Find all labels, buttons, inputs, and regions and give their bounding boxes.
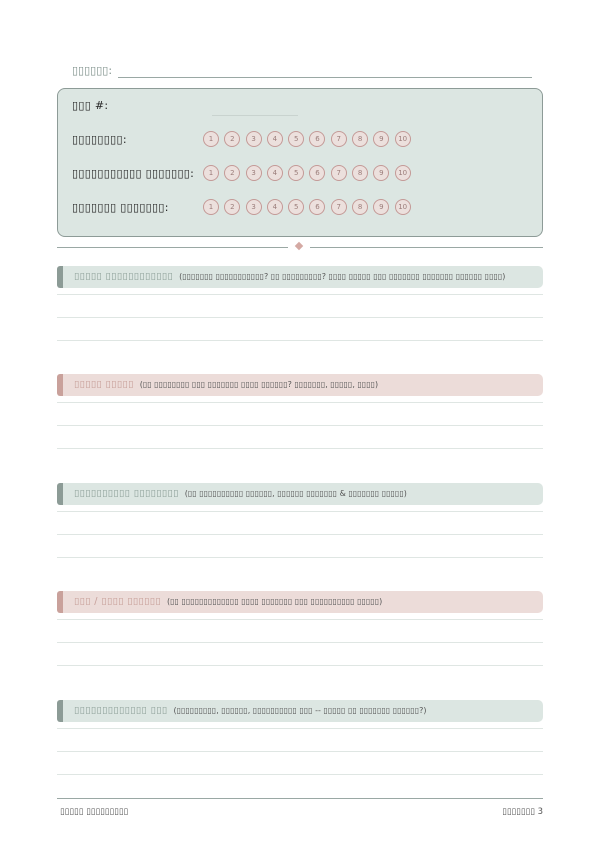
rating-circle[interactable]: 9 bbox=[373, 199, 389, 215]
section-title: ▯▯▯▯▯▯▯▯▯▯▯▯▯ ▯▯▯ bbox=[74, 705, 168, 716]
rating-circle[interactable]: 3 bbox=[246, 199, 262, 215]
writing-line[interactable] bbox=[57, 728, 543, 729]
writing-line[interactable] bbox=[57, 619, 543, 620]
rating-circle[interactable]: 6 bbox=[309, 199, 325, 215]
footer-divider bbox=[57, 798, 543, 799]
rating-box bbox=[57, 88, 543, 237]
rating-circle[interactable]: 4 bbox=[267, 131, 283, 147]
diamond-ornament-icon bbox=[295, 242, 303, 250]
rating-circle[interactable]: 10 bbox=[395, 165, 411, 181]
section-title: ▯▯▯ / ▯▯▯▯ ▯▯▯▯▯▯ bbox=[74, 596, 162, 607]
section-title: ▯▯▯▯▯ ▯▯▯▯▯▯▯▯▯▯▯▯ bbox=[74, 271, 174, 282]
rating-row-1-scale bbox=[203, 131, 411, 147]
rating-circle[interactable]: 6 bbox=[309, 131, 325, 147]
rating-circle[interactable]: 7 bbox=[331, 131, 347, 147]
rating-circle[interactable]: 2 bbox=[224, 199, 240, 215]
section-3 bbox=[57, 483, 543, 505]
section-accent-bar bbox=[57, 700, 63, 722]
section-5 bbox=[57, 700, 543, 722]
writing-line[interactable] bbox=[57, 534, 543, 535]
date-field[interactable] bbox=[118, 77, 532, 78]
section-hint: (▯▯ ▯▯▯▯▯▯▯▯ ▯▯▯ ▯▯▯▯▯▯▯ ▯▯▯▯ ▯▯▯▯▯▯? ▯▯▯▯▯▯▯, ▯▯▯▯▯, ▯▯▯▯) bbox=[139, 380, 379, 389]
rating-circle[interactable]: 5 bbox=[288, 131, 304, 147]
rating-row-3-scale bbox=[203, 199, 411, 215]
rating-circle[interactable]: 3 bbox=[246, 131, 262, 147]
writing-line[interactable] bbox=[57, 665, 543, 666]
rating-circle[interactable]: 1 bbox=[203, 131, 219, 147]
section-hint: (▯▯▯▯▯▯▯▯▯, ▯▯▯▯▯▯, ▯▯▯▯▯▯▯▯▯▯ ▯▯▯ -- ▯▯▯▯▯ ▯▯ ▯▯▯▯▯▯▯ ▯▯▯▯▯▯?) bbox=[173, 706, 427, 715]
writing-line[interactable] bbox=[57, 340, 543, 341]
rating-row-2-scale bbox=[203, 165, 411, 181]
footer-left-text: ▯▯▯▯▯ ▯▯▯▯▯▯▯▯▯ bbox=[60, 807, 129, 817]
divider-right bbox=[310, 247, 543, 248]
rating-row-3-label: ▯▯▯▯▯▯▯ ▯▯▯▯▯▯▯: bbox=[72, 201, 169, 214]
rating-circle[interactable]: 9 bbox=[373, 165, 389, 181]
rating-circle[interactable]: 7 bbox=[331, 199, 347, 215]
date-row bbox=[72, 64, 532, 80]
section-header bbox=[57, 700, 543, 722]
section-accent-bar bbox=[57, 266, 63, 288]
rating-circle[interactable]: 8 bbox=[352, 199, 368, 215]
section-header bbox=[57, 483, 543, 505]
rating-circle[interactable]: 1 bbox=[203, 199, 219, 215]
rating-row-2-label: ▯▯▯▯▯▯▯▯▯▯▯ ▯▯▯▯▯▯▯: bbox=[72, 167, 195, 180]
writing-line[interactable] bbox=[57, 751, 543, 752]
section-header bbox=[57, 591, 543, 613]
section-hint: (▯▯ ▯▯▯▯▯▯▯▯▯▯ ▯▯▯▯▯▯, ▯▯▯▯▯▯ ▯▯▯▯▯▯▯ & ▯▯▯▯▯▯▯ ▯▯▯▯▯) bbox=[184, 489, 407, 498]
section-accent-bar bbox=[57, 591, 63, 613]
section-2 bbox=[57, 374, 543, 396]
section-hint: (▯▯▯▯▯▯▯ ▯▯▯▯▯▯▯▯▯▯▯? ▯▯ ▯▯▯▯▯▯▯▯▯? ▯▯▯▯ ▯▯▯▯▯ ▯▯▯ ▯▯▯▯▯▯▯ ▯▯▯▯▯▯▯ ▯▯▯▯▯▯ ▯▯▯▯) bbox=[179, 272, 506, 281]
rating-row-1-label: ▯▯▯▯▯▯▯▯: bbox=[72, 133, 127, 146]
rating-circle[interactable]: 2 bbox=[224, 165, 240, 181]
section-4 bbox=[57, 591, 543, 613]
rating-circle[interactable]: 10 bbox=[395, 131, 411, 147]
rating-circle[interactable]: 1 bbox=[203, 165, 219, 181]
divider-left bbox=[57, 247, 288, 248]
section-header bbox=[57, 374, 543, 396]
rating-circle[interactable]: 10 bbox=[395, 199, 411, 215]
rating-circle[interactable]: 5 bbox=[288, 199, 304, 215]
section-hint: (▯▯ ▯▯▯▯▯▯▯▯▯▯▯▯▯ ▯▯▯▯ ▯▯▯▯▯▯▯ ▯▯▯ ▯▯▯▯▯▯▯▯▯▯ ▯▯▯▯▯) bbox=[167, 597, 383, 606]
rating-circle[interactable]: 8 bbox=[352, 131, 368, 147]
writing-line[interactable] bbox=[57, 317, 543, 318]
writing-line[interactable] bbox=[57, 425, 543, 426]
rating-circle[interactable]: 2 bbox=[224, 131, 240, 147]
section-title: ▯▯▯▯▯ ▯▯▯▯▯ bbox=[74, 379, 134, 390]
day-field[interactable] bbox=[212, 115, 298, 116]
day-label: ▯▯▯ #: bbox=[72, 99, 109, 112]
section-1 bbox=[57, 266, 543, 288]
rating-circle[interactable]: 8 bbox=[352, 165, 368, 181]
rating-circle[interactable]: 3 bbox=[246, 165, 262, 181]
writing-line[interactable] bbox=[57, 511, 543, 512]
rating-circle[interactable]: 5 bbox=[288, 165, 304, 181]
rating-circle[interactable]: 4 bbox=[267, 199, 283, 215]
section-title: ▯▯▯▯▯▯▯▯▯▯ ▯▯▯▯▯▯▯▯ bbox=[74, 488, 179, 499]
rating-circle[interactable]: 9 bbox=[373, 131, 389, 147]
section-accent-bar bbox=[57, 374, 63, 396]
section-header bbox=[57, 266, 543, 288]
rating-circle[interactable]: 6 bbox=[309, 165, 325, 181]
rating-circle[interactable]: 4 bbox=[267, 165, 283, 181]
writing-line[interactable] bbox=[57, 294, 543, 295]
writing-line[interactable] bbox=[57, 557, 543, 558]
writing-line[interactable] bbox=[57, 642, 543, 643]
section-accent-bar bbox=[57, 483, 63, 505]
writing-line[interactable] bbox=[57, 448, 543, 449]
writing-line[interactable] bbox=[57, 402, 543, 403]
writing-line[interactable] bbox=[57, 774, 543, 775]
date-label: ▯▯▯▯▯▯: bbox=[72, 64, 113, 77]
rating-circle[interactable]: 7 bbox=[331, 165, 347, 181]
footer-page-number: ▯▯▯▯▯▯▯ 3 bbox=[502, 807, 543, 817]
